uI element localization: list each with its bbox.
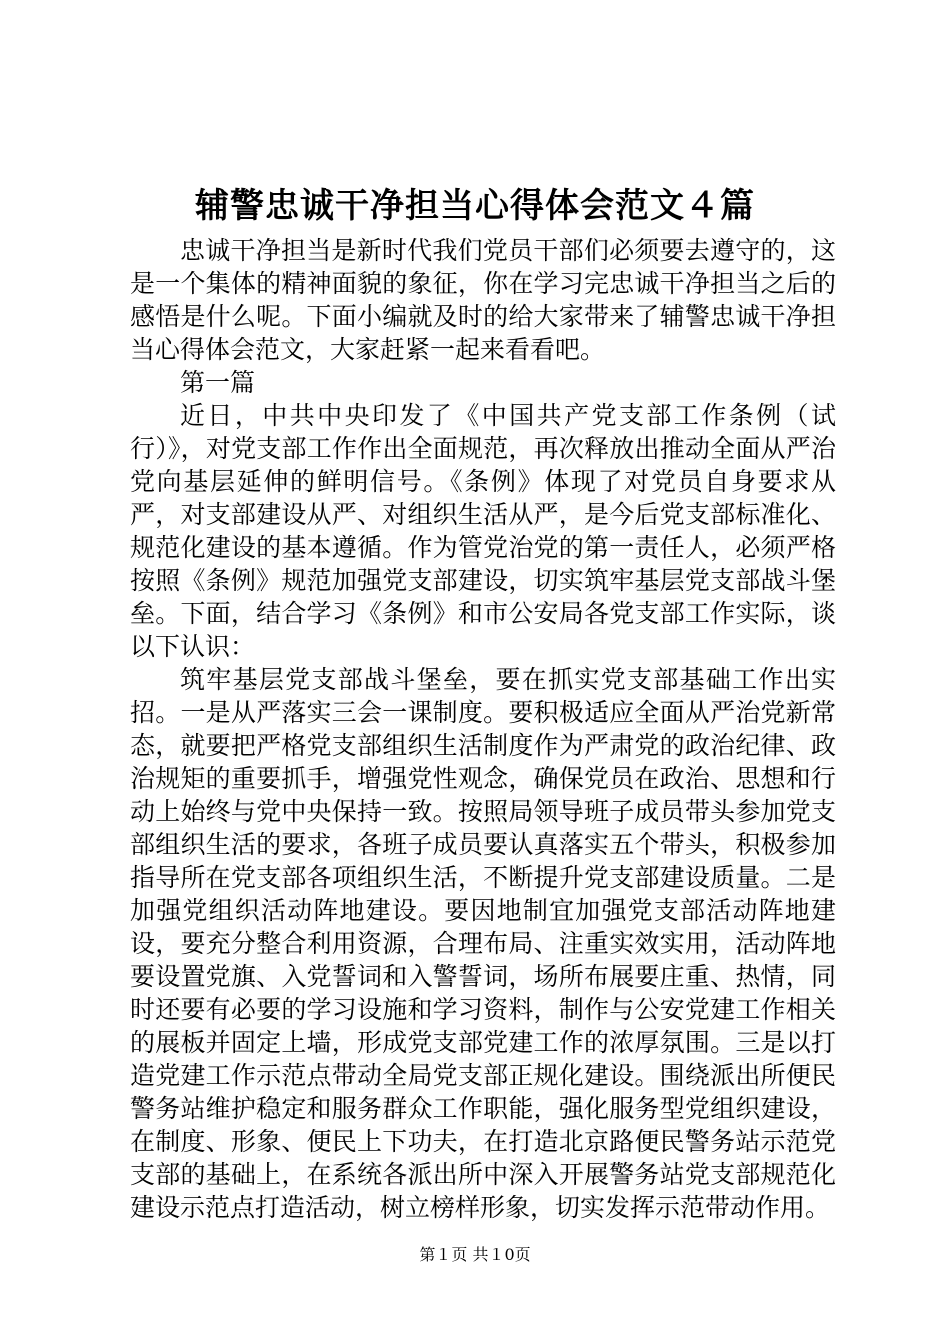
document-body: [130, 234, 836, 1224]
body-paragraph: 近日，中共中央印发了《中国共产党支部工作条例（试行）》，对党支部工作作出全面规范，再次释放出推动全面从严治党向基层延伸的鲜明信号。《条例》体现了对党员自身要求从严，对支部建设从严、对组织生活从严，是今后党支部标准化、规范化建设的基本遵循。作为管党治党的第一责任人，必须严格按照《条例》规范加强党支部建设，切实筑牢基层党支部战斗堡垒。下面，结合学习《条例》和市公安局各党支部工作实际，谈以下认识：: [130, 401, 836, 661]
page-footer: 第１页 共１0页: [419, 1245, 531, 1264]
intro-paragraph: 忠诚干净担当是新时代我们党员干部们必须要去遵守的，这是一个集体的精神面貌的象征，你在学习完忠诚干净担当之后的感悟是什么呢。下面小编就及时的给大家带来了辅警忠诚干净担当心得体会范文，大家赶紧一起来看看吧。: [130, 236, 836, 364]
document-title: 辅警忠诚干净担当心得体会范文４篇: [195, 186, 755, 226]
body-paragraph: 筑牢基层党支部战斗堡垒，要在抓实党支部基础工作出实招。一是从严落实三会一课制度。要积极适应全面从严治党新常态，就要把严格党支部组织生活制度作为严肃党的政治纪律、政治规矩的重要抓手，增强党性观念，确保党员在政治、思想和行动上始终与党中央保持一致。按照局领导班子成员带头参加党支部组织生活的要求，各班子成员要认真落实五个带头，积极参加指导所在党支部各项组织生活，不断提升党支部建设质量。二是加强党组织活动阵地建设。要因地制宜加强党支部活动阵地建设，要充分整合利用资源，合理布局、注重实效实用，活动阵地要设置党旗、入党誓词和入警誓词，场所布展要庄重、热情，同时还要有必要的学习设施和学习资料，制作与公安党建工作相关的展板并固定上墙，形成党支部党建工作的浓厚氛围。三是以打造党建工作示范点带动全局党支部正规化建设。围绕派出所便民警务站维护稳定和服务群众工作职能，强化服务型党组织建设，在制度、形象、便民上下功夫，在打造北京路便民警务站示范党支部的基础上，在系统各派出所中深入开展警务站党支部规范化建设示范点打造活动，树立榜样形象，切实发挥示范带动作用。: [130, 665, 836, 1222]
section-heading: 第一篇: [180, 368, 256, 397]
